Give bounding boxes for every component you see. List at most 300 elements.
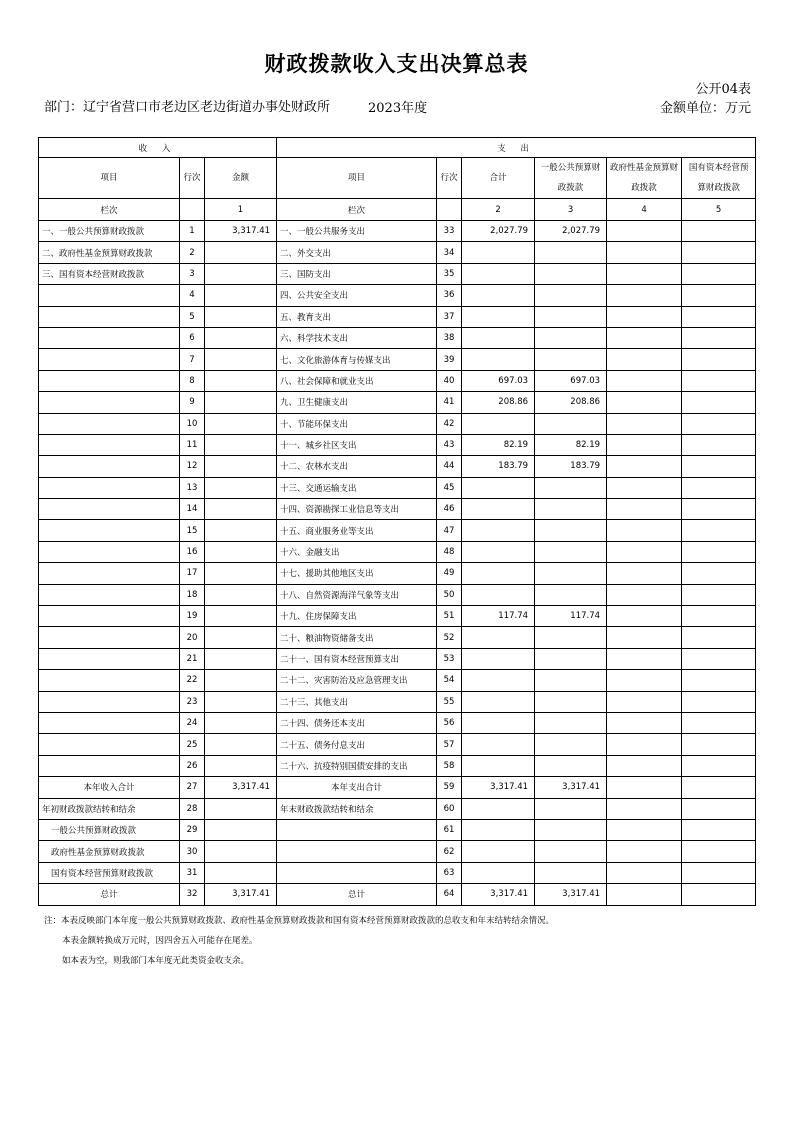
expense-general-cell: 208.86 <box>535 392 607 413</box>
income-line-no-cell: 17 <box>180 563 205 584</box>
expense-total-cell: 183.79 <box>462 456 535 477</box>
expense-general-cell: 697.03 <box>535 370 607 391</box>
expense-item-cell: 总计 <box>277 884 437 905</box>
expense-state-cell <box>682 670 756 691</box>
table-row <box>39 841 756 862</box>
notes <box>44 911 554 971</box>
expense-fund-cell <box>607 520 682 541</box>
income-amount-cell <box>205 606 277 627</box>
expense-state-cell <box>682 327 756 348</box>
expense-line-no-cell: 37 <box>437 306 462 327</box>
expense-item-cell: 十四、资源勘探工业信息等支出 <box>277 499 437 520</box>
expense-fund-cell <box>607 841 682 862</box>
income-item-cell <box>39 499 180 520</box>
expense-item-cell: 二十、粮油物资储备支出 <box>277 627 437 648</box>
expense-total-cell <box>462 712 535 733</box>
expense-state-cell <box>682 392 756 413</box>
expense-general-cell <box>535 862 607 883</box>
income-item-cell <box>39 691 180 712</box>
expense-general-cell <box>535 242 607 263</box>
income-amount-cell <box>205 734 277 755</box>
income-amount-cell <box>205 520 277 541</box>
expense-line-no-cell: 40 <box>437 370 462 391</box>
fiscal-year: 2023年度 <box>368 101 428 116</box>
table-row <box>39 221 756 242</box>
expense-general-cell <box>535 413 607 434</box>
expense-line-no-cell: 63 <box>437 862 462 883</box>
income-item-cell <box>39 627 180 648</box>
amount-unit: 金额单位：万元 <box>659 101 751 116</box>
income-line-no-cell: 31 <box>180 862 205 883</box>
income-line-no-cell: 32 <box>180 884 205 905</box>
expense-fund-cell <box>607 712 682 733</box>
income-amount-cell <box>205 413 277 434</box>
income-line-no-cell: 25 <box>180 734 205 755</box>
expense-general-cell <box>535 819 607 840</box>
expense-item-cell: 十七、援助其他地区支出 <box>277 563 437 584</box>
expense-state-cell <box>682 370 756 391</box>
expense-state-cell <box>682 841 756 862</box>
income-item-cell <box>39 734 180 755</box>
expense-item-cell: 三、国防支出 <box>277 263 437 284</box>
table-row <box>39 263 756 284</box>
col-index-1: 1 <box>205 199 277 221</box>
expense-total-cell: 3,317.41 <box>462 884 535 905</box>
income-amount-cell <box>205 712 277 733</box>
income-item-cell <box>39 477 180 498</box>
table-row <box>39 798 756 819</box>
income-line-no-cell: 19 <box>180 606 205 627</box>
expense-fund-cell <box>607 456 682 477</box>
expense-general-cell <box>535 349 607 370</box>
income-item-cell: 年初财政拨款结转和结余 <box>39 798 180 819</box>
table-row <box>39 285 756 306</box>
expense-general-cell: 3,317.41 <box>535 884 607 905</box>
expense-item-cell: 六、科学技术支出 <box>277 327 437 348</box>
col-index-3: 3 <box>535 199 607 221</box>
expense-item-cell: 二十六、抗疫特别国债安排的支出 <box>277 755 437 776</box>
expense-total-cell: 208.86 <box>462 392 535 413</box>
income-line-no-cell: 16 <box>180 541 205 562</box>
expense-state-cell <box>682 884 756 905</box>
income-amount-cell <box>205 541 277 562</box>
expense-fund-cell <box>607 477 682 498</box>
expense-state-cell <box>682 499 756 520</box>
expense-general-cell <box>535 520 607 541</box>
expense-header: 支 出 <box>277 138 756 158</box>
expense-line-no-cell: 64 <box>437 884 462 905</box>
income-amount-cell <box>205 670 277 691</box>
expense-total-cell <box>462 285 535 306</box>
expense-total-cell <box>462 584 535 605</box>
expense-item-cell: 八、社会保障和就业支出 <box>277 370 437 391</box>
expense-fund-cell <box>607 392 682 413</box>
income-amount-cell: 3,317.41 <box>205 777 277 798</box>
expense-fund-cell <box>607 221 682 242</box>
expense-state-cell <box>682 520 756 541</box>
expense-line-no-cell: 58 <box>437 755 462 776</box>
expense-state-cell <box>682 541 756 562</box>
income-line-no-cell: 18 <box>180 584 205 605</box>
expense-general-cell <box>535 584 607 605</box>
expense-state-cell <box>682 734 756 755</box>
expense-total-cell <box>462 798 535 819</box>
table-row <box>39 670 756 691</box>
income-line-no-cell: 24 <box>180 712 205 733</box>
expense-total-cell <box>462 819 535 840</box>
expense-total-cell <box>462 242 535 263</box>
expense-fund-cell <box>607 777 682 798</box>
income-amount-cell <box>205 477 277 498</box>
expense-fund-cell <box>607 242 682 263</box>
expense-line-no-cell: 55 <box>437 691 462 712</box>
expense-line-no-cell: 39 <box>437 349 462 370</box>
income-amount-cell <box>205 327 277 348</box>
table-row <box>39 434 756 455</box>
income-line-no-cell: 9 <box>180 392 205 413</box>
table-row <box>39 755 756 776</box>
expense-state-cell <box>682 584 756 605</box>
expense-general-cell <box>535 285 607 306</box>
income-amount-cell <box>205 349 277 370</box>
table-row <box>39 712 756 733</box>
income-amount-cell <box>205 306 277 327</box>
expense-general-cell <box>535 563 607 584</box>
table-row <box>39 584 756 605</box>
expense-general-cell: 82.19 <box>535 434 607 455</box>
expense-state-cell <box>682 477 756 498</box>
expense-item-cell <box>277 862 437 883</box>
expense-item-cell: 十二、农林水支出 <box>277 456 437 477</box>
expense-total-cell <box>462 327 535 348</box>
expense-fund-cell <box>607 263 682 284</box>
income-line-no-cell: 8 <box>180 370 205 391</box>
expense-state-cell <box>682 712 756 733</box>
expense-line-no-cell: 33 <box>437 221 462 242</box>
table-row <box>39 777 756 798</box>
expense-total-cell <box>462 627 535 648</box>
expense-state-cell <box>682 221 756 242</box>
expense-general-cell <box>535 670 607 691</box>
expense-line-no-cell: 53 <box>437 648 462 669</box>
income-item-cell: 政府性基金预算财政拨款 <box>39 841 180 862</box>
expense-general-cell <box>535 499 607 520</box>
income-amount-cell <box>205 499 277 520</box>
expense-fund-cell <box>607 370 682 391</box>
expense-fund-cell <box>607 627 682 648</box>
expense-general-cell <box>535 627 607 648</box>
table-row <box>39 541 756 562</box>
table-row <box>39 648 756 669</box>
income-item-cell <box>39 755 180 776</box>
income-amount-cell: 3,317.41 <box>205 221 277 242</box>
header-row-sections <box>39 138 756 158</box>
income-line-no-cell: 10 <box>180 413 205 434</box>
expense-state-cell <box>682 627 756 648</box>
expense-fund-cell <box>607 755 682 776</box>
expense-item-cell: 本年支出合计 <box>277 777 437 798</box>
expense-fund-cell <box>607 349 682 370</box>
expense-state-cell <box>682 563 756 584</box>
expense-total-cell <box>462 734 535 755</box>
income-amount-cell <box>205 263 277 284</box>
income-item-cell <box>39 584 180 605</box>
table-row <box>39 884 756 905</box>
income-line-no-cell: 28 <box>180 798 205 819</box>
expense-total-cell <box>462 349 535 370</box>
col-index-5: 5 <box>682 199 756 221</box>
expense-total-cell: 3,317.41 <box>462 777 535 798</box>
table-row <box>39 563 756 584</box>
expense-general-cell <box>535 841 607 862</box>
expense-general-cell <box>535 306 607 327</box>
expense-fund-cell <box>607 670 682 691</box>
income-item-cell <box>39 413 180 434</box>
expense-fund-cell <box>607 862 682 883</box>
expense-state-cell <box>682 285 756 306</box>
income-line-no-cell: 26 <box>180 755 205 776</box>
expense-line-no-cell: 52 <box>437 627 462 648</box>
income-line-no-cell: 7 <box>180 349 205 370</box>
expense-item-cell: 二十四、债务还本支出 <box>277 712 437 733</box>
income-item-cell <box>39 370 180 391</box>
income-amount-cell <box>205 841 277 862</box>
expense-total-cell <box>462 413 535 434</box>
expense-state-cell <box>682 349 756 370</box>
expense-line-no-cell: 47 <box>437 520 462 541</box>
expense-general-cell: 2,027.79 <box>535 221 607 242</box>
income-item-cell <box>39 563 180 584</box>
col-index-4: 4 <box>607 199 682 221</box>
expense-item-cell: 四、公共安全支出 <box>277 285 437 306</box>
income-line-no-cell: 29 <box>180 819 205 840</box>
income-item-cell: 国有资本经营预算财政拨款 <box>39 862 180 883</box>
table-row <box>39 413 756 434</box>
income-amount-cell <box>205 755 277 776</box>
income-line-header: 行次 <box>180 158 205 199</box>
expense-item-cell: 年末财政拨款结转和结余 <box>277 798 437 819</box>
expense-state-cell <box>682 413 756 434</box>
expense-general-cell <box>535 648 607 669</box>
expense-total-cell: 2,027.79 <box>462 221 535 242</box>
expense-item-cell <box>277 819 437 840</box>
expense-fund-cell <box>607 648 682 669</box>
expense-state-cell <box>682 242 756 263</box>
expense-line-no-cell: 48 <box>437 541 462 562</box>
expense-state-cell <box>682 263 756 284</box>
table-row <box>39 606 756 627</box>
expense-line-no-cell: 34 <box>437 242 462 263</box>
expense-line-no-cell: 50 <box>437 584 462 605</box>
expense-total-cell <box>462 306 535 327</box>
table-row <box>39 520 756 541</box>
income-item-cell: 本年收入合计 <box>39 777 180 798</box>
expense-fund-header: 政府性基金预算财政拨款 <box>607 158 682 199</box>
income-item-cell <box>39 349 180 370</box>
income-item-cell <box>39 434 180 455</box>
income-line-no-cell: 21 <box>180 648 205 669</box>
expense-state-cell <box>682 777 756 798</box>
income-line-no-cell: 15 <box>180 520 205 541</box>
expense-general-cell <box>535 712 607 733</box>
expense-total-cell: 117.74 <box>462 606 535 627</box>
income-line-no-cell: 11 <box>180 434 205 455</box>
income-item-cell <box>39 285 180 306</box>
expense-total-cell <box>462 263 535 284</box>
expense-line-no-cell: 61 <box>437 819 462 840</box>
expense-total-cell: 697.03 <box>462 370 535 391</box>
expense-total-cell <box>462 691 535 712</box>
income-item-cell <box>39 606 180 627</box>
income-amount-cell <box>205 862 277 883</box>
expense-general-cell <box>535 755 607 776</box>
expense-fund-cell <box>607 584 682 605</box>
expense-fund-cell <box>607 306 682 327</box>
col-index-blank <box>180 199 205 221</box>
expense-general-cell: 117.74 <box>535 606 607 627</box>
table-row <box>39 392 756 413</box>
income-line-no-cell: 5 <box>180 306 205 327</box>
expense-general-cell: 3,317.41 <box>535 777 607 798</box>
expense-item-cell: 二十三、其他支出 <box>277 691 437 712</box>
expense-item-cell: 七、文化旅游体育与传媒支出 <box>277 349 437 370</box>
expense-general-cell <box>535 541 607 562</box>
income-header: 收 入 <box>39 138 277 158</box>
table-row <box>39 734 756 755</box>
income-item-cell: 二、政府性基金预算财政拨款 <box>39 242 180 263</box>
expense-total-cell <box>462 541 535 562</box>
expense-line-no-cell: 59 <box>437 777 462 798</box>
income-item-cell: 一、一般公共预算财政拨款 <box>39 221 180 242</box>
expense-item-cell: 十六、金融支出 <box>277 541 437 562</box>
expense-general-cell <box>535 327 607 348</box>
expense-item-cell <box>277 841 437 862</box>
expense-line-no-cell: 38 <box>437 327 462 348</box>
expense-item-cell: 十九、住房保障支出 <box>277 606 437 627</box>
col-index-label-2: 栏次 <box>277 199 437 221</box>
income-amount-cell: 3,317.41 <box>205 884 277 905</box>
expense-line-no-cell: 43 <box>437 434 462 455</box>
expense-line-no-cell: 35 <box>437 263 462 284</box>
expense-line-no-cell: 36 <box>437 285 462 306</box>
expense-general-cell <box>535 477 607 498</box>
income-line-no-cell: 23 <box>180 691 205 712</box>
column-index-row <box>39 199 756 221</box>
income-line-no-cell: 4 <box>180 285 205 306</box>
expense-item-header: 项目 <box>277 158 437 199</box>
expense-line-no-cell: 62 <box>437 841 462 862</box>
income-line-no-cell: 27 <box>180 777 205 798</box>
expense-state-cell <box>682 434 756 455</box>
expense-fund-cell <box>607 327 682 348</box>
income-line-no-cell: 6 <box>180 327 205 348</box>
expense-item-cell: 二十一、国有资本经营预算支出 <box>277 648 437 669</box>
expense-state-cell <box>682 862 756 883</box>
expense-state-cell <box>682 819 756 840</box>
expense-total-cell <box>462 670 535 691</box>
expense-fund-cell <box>607 285 682 306</box>
income-line-no-cell: 22 <box>180 670 205 691</box>
col-index-2: 2 <box>462 199 535 221</box>
expense-item-cell: 二十二、灾害防治及应急管理支出 <box>277 670 437 691</box>
table-row <box>39 862 756 883</box>
income-item-cell: 一般公共预算财政拨款 <box>39 819 180 840</box>
table-row <box>39 477 756 498</box>
expense-item-cell: 十五、商业服务业等支出 <box>277 520 437 541</box>
expense-fund-cell <box>607 563 682 584</box>
income-item-cell <box>39 648 180 669</box>
expense-state-cell <box>682 691 756 712</box>
table-row <box>39 242 756 263</box>
income-amount-cell <box>205 798 277 819</box>
expense-line-no-cell: 42 <box>437 413 462 434</box>
income-item-cell <box>39 306 180 327</box>
expense-item-cell: 十八、自然资源海洋气象等支出 <box>277 584 437 605</box>
expense-total-cell <box>462 755 535 776</box>
expense-line-no-cell: 51 <box>437 606 462 627</box>
expense-state-header: 国有资本经营预算财政拨款 <box>682 158 756 199</box>
expense-general-cell <box>535 734 607 755</box>
income-line-no-cell: 2 <box>180 242 205 263</box>
expense-state-cell <box>682 456 756 477</box>
table-row <box>39 370 756 391</box>
form-number: 公开04表 <box>695 82 751 97</box>
expense-line-no-cell: 49 <box>437 563 462 584</box>
expense-line-no-cell: 44 <box>437 456 462 477</box>
col-index-blank-2 <box>437 199 462 221</box>
income-item-cell <box>39 392 180 413</box>
income-item-cell <box>39 541 180 562</box>
expense-state-cell <box>682 306 756 327</box>
income-amount-cell <box>205 242 277 263</box>
expense-general-cell <box>535 798 607 819</box>
expense-line-no-cell: 46 <box>437 499 462 520</box>
expense-fund-cell <box>607 798 682 819</box>
expense-general-cell: 183.79 <box>535 456 607 477</box>
income-line-no-cell: 12 <box>180 456 205 477</box>
expense-total-cell <box>462 499 535 520</box>
income-item-cell <box>39 670 180 691</box>
expense-total-cell <box>462 563 535 584</box>
expense-fund-cell <box>607 606 682 627</box>
expense-total-cell <box>462 648 535 669</box>
expense-fund-cell <box>607 541 682 562</box>
expense-fund-cell <box>607 884 682 905</box>
income-line-no-cell: 20 <box>180 627 205 648</box>
expense-fund-cell <box>607 499 682 520</box>
header-row-columns <box>39 158 756 199</box>
expense-item-cell: 九、卫生健康支出 <box>277 392 437 413</box>
expense-line-no-cell: 54 <box>437 670 462 691</box>
income-amount-cell <box>205 584 277 605</box>
expense-line-no-cell: 41 <box>437 392 462 413</box>
expense-total-header: 合计 <box>462 158 535 199</box>
income-item-cell <box>39 520 180 541</box>
expense-fund-cell <box>607 434 682 455</box>
income-amount-header: 金额 <box>205 158 277 199</box>
expense-fund-cell <box>607 734 682 755</box>
expense-line-no-cell: 56 <box>437 712 462 733</box>
table-row <box>39 306 756 327</box>
table-row <box>39 691 756 712</box>
income-amount-cell <box>205 691 277 712</box>
expense-item-cell: 一、一般公共服务支出 <box>277 221 437 242</box>
income-item-cell: 三、国有资本经营财政拨款 <box>39 263 180 284</box>
income-item-cell <box>39 327 180 348</box>
expense-general-header: 一般公共预算财政拨款 <box>535 158 607 199</box>
expense-item-cell: 十三、交通运输支出 <box>277 477 437 498</box>
table-row <box>39 327 756 348</box>
